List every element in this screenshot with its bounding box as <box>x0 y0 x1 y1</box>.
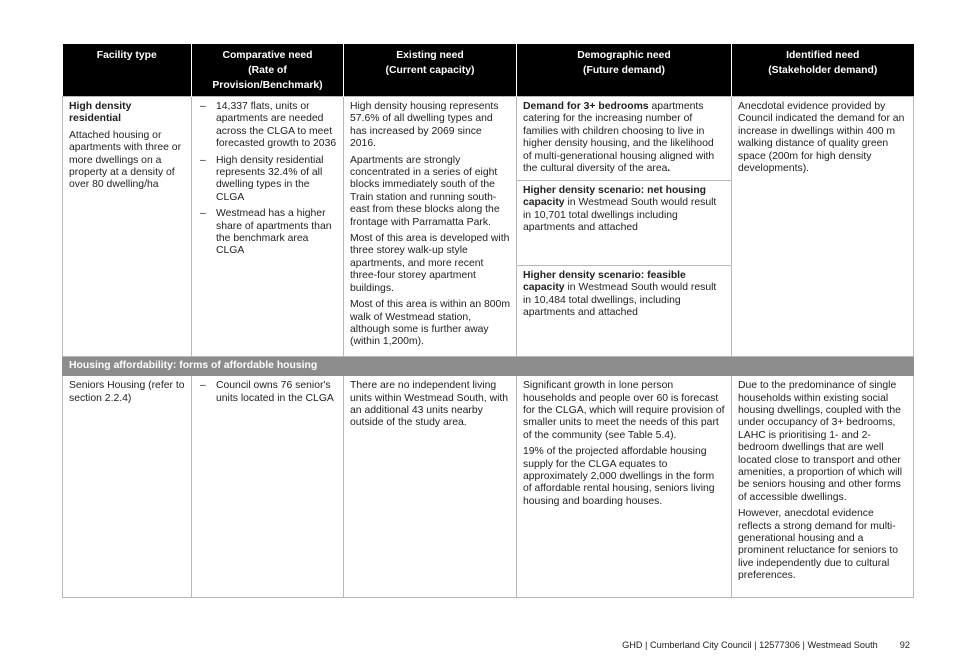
facility-title: High density residential <box>69 101 132 125</box>
demographic-segment <box>517 180 731 265</box>
comparative-list <box>198 380 337 405</box>
segment-text: apartments catering for the increasing number of families with children choosing to live in higher density housing, and the likelihood of multi-generational housing aligned with the cultural diversity of the area <box>523 101 715 175</box>
header-line: (Future demand) <box>583 65 665 76</box>
comparative-cell <box>192 376 344 598</box>
header-line: Identified need <box>786 50 860 61</box>
list-item: – Westmead has a higher share of apartments than the benchmark area CLGA <box>198 208 337 258</box>
header-line: Demographic need <box>577 50 671 61</box>
segment-text: in Westmead South would result in 10,484 total dwellings, including apartments and attached <box>523 282 717 319</box>
page-number: 92 <box>899 640 910 650</box>
demographic-cell <box>517 97 732 357</box>
header-identified-need <box>732 44 914 97</box>
header-existing-need <box>344 44 517 97</box>
list-item: – 14,337 flats, units or apartments are needed across the CLGA to meet forecasted growth to 2036 <box>198 101 337 151</box>
footer-text: GHD | Cumberland City Council | 12577306 | Westmead South <box>622 640 878 650</box>
paragraph: Due to the predominance of single households within existing social housing dwellings, coupled with the under occupancy of 3+ bedrooms, LAHC is prioritising 1- and 2-bedroom dwellings that are well located close to transport and other amenities, a proportion of which will be seniors housing and other forms of accessible dwellings. <box>738 380 903 503</box>
comparative-cell <box>192 97 344 357</box>
existing-cell <box>344 376 517 598</box>
demographic-segment <box>517 97 731 180</box>
paragraph: Apartments are strongly concentrated in a series of eight blocks immediately south of the Train station and running south-east from these blocks along the frontage with Parramatta Park. <box>350 154 500 228</box>
paragraph: However, anecdotal evidence reflects a strong demand for multi-generational housing and a prominent reluctance for seniors to live independently due to cultural preferences. <box>738 508 898 582</box>
list-item: – High density residential represents 32.4% of all dwelling types in the CLGA <box>198 155 337 205</box>
demographic-segment <box>517 265 731 323</box>
header-line: (Rate of <box>248 65 287 76</box>
demographic-cell <box>517 376 732 598</box>
paragraph: There are no independent living units within Westmead South, with an additional 43 units nearby outside of the study area. <box>350 380 509 429</box>
section-row <box>63 356 914 375</box>
identified-cell <box>732 97 914 357</box>
bold-lead: Demand for 3+ bedrooms <box>523 101 649 112</box>
segment-text: in Westmead South would result in 10,701 total dwellings including apartments and attached <box>523 197 717 234</box>
paragraph: Significant growth in lone person households and people over 60 is forecast for the CLGA, which will require provision of smaller units to meet the needs of this part of the community (see Table 5.4). <box>523 380 725 441</box>
bold-lead: Higher density scenario: net housing capacity <box>523 185 707 209</box>
paragraph: Most of this area is within an 800m walk of Westmead station, although some is further away (within 1,200m). <box>350 299 510 348</box>
header-demographic-need <box>517 44 732 97</box>
bold-lead: Higher density scenario: feasible capacity <box>523 270 686 294</box>
page-footer <box>560 640 910 650</box>
paragraph: 19% of the projected affordable housing supply for the CLGA equates to approximately 2,000 dwellings in the form of affordable rental housing, seniors living housing and boarding houses. <box>523 446 715 507</box>
table-header-row <box>63 44 914 97</box>
list-item: – Council owns 76 senior's units located in the CLGA <box>198 380 337 405</box>
section-title: Housing affordability: forms of affordable housing <box>63 356 914 375</box>
paragraph: Anecdotal evidence provided by Council indicated the demand for an increase in dwellings within 400 m walking distance of quality green space (200m for high density developments). <box>738 101 905 175</box>
header-line: (Stakeholder demand) <box>768 65 878 76</box>
facility-description: Attached housing or apartments with three or more dwellings on a property at a density of over 80 dwelling/ha <box>69 129 182 191</box>
paragraph: High density housing represents 57.6% of all dwelling types and has increased by 2069 since 2016. <box>350 101 499 150</box>
facility-cell <box>63 376 192 598</box>
facility-title: Seniors Housing (refer to section 2.2.4) <box>69 380 185 404</box>
needs-table <box>62 44 914 598</box>
table-row <box>63 97 914 357</box>
identified-cell <box>732 376 914 598</box>
table-row <box>63 376 914 598</box>
existing-cell <box>344 97 517 357</box>
header-facility-type <box>63 44 192 97</box>
facility-cell <box>63 97 192 357</box>
header-comparative-need <box>192 44 344 97</box>
segment-end: . <box>667 163 671 175</box>
header-line: Existing need <box>396 50 464 61</box>
header-line: Comparative need <box>222 50 313 61</box>
comparative-list <box>198 101 337 258</box>
paragraph: Most of this area is developed with three storey walk-up style apartments, and more recent three-four storey apartment buildings. <box>350 233 510 294</box>
header-line: Provision/Benchmark) <box>212 80 323 91</box>
header-line: Facility type <box>96 50 157 61</box>
header-line: (Current capacity) <box>385 65 475 76</box>
